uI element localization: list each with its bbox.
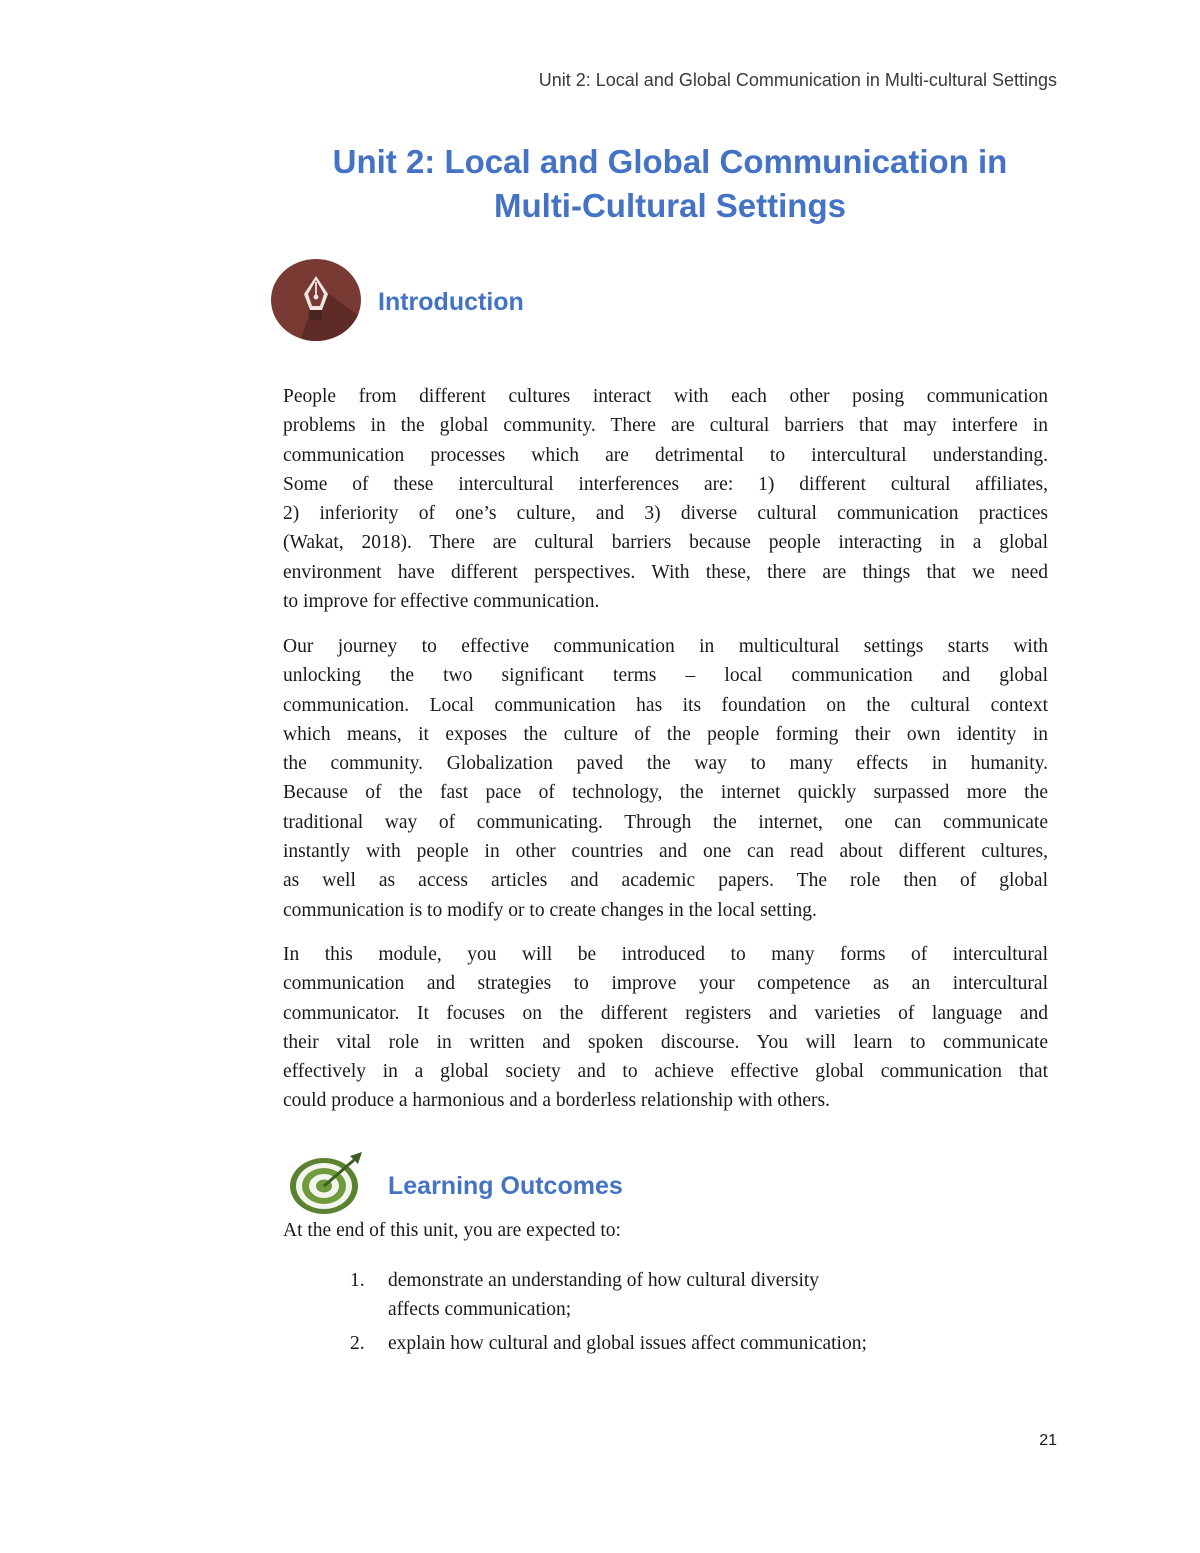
learning-outcomes-lead: At the end of this unit, you are expected to:	[283, 1220, 621, 1241]
list-item-text: explain how cultural and global issues affect communication;	[388, 1332, 867, 1354]
page-title	[240, 140, 1100, 228]
paragraph-line: communication. Local communication has its foundation on the cultural context	[283, 694, 1048, 716]
paragraph-line: to improve for effective communication.	[283, 591, 600, 613]
introduction-heading: Introduction	[378, 288, 524, 316]
paragraph-line: their vital role in written and spoken discourse. You will learn to communicate	[283, 1031, 1048, 1053]
paragraph-line: People from different cultures interact with each other posing communication	[283, 386, 1048, 407]
paragraph-line: communication processes which are detrimental to intercultural understanding.	[283, 444, 1048, 466]
target-icon	[288, 1150, 364, 1216]
running-header: Unit 2: Local and Global Communication in Multi-cultural Settings	[538, 70, 1057, 90]
paragraph-line: the community. Globalization paved the way to many effects in humanity.	[283, 753, 1048, 775]
paragraph-line: instantly with people in other countries and one can read about different cultures,	[283, 841, 1048, 863]
paragraph-line: problems in the global community. There are cultural barriers that may interfere in	[283, 415, 1048, 437]
page-title-line-1: Unit 2: Local and Global Communication in	[332, 143, 1008, 180]
paragraph-line: as well as access articles and academic papers. The role then of global	[283, 870, 1048, 892]
paragraph-line: environment have different perspectives. With these, there are things that we need	[283, 561, 1048, 583]
paragraph-line: 2) inferiority of one’s culture, and 3) diverse cultural communication practices	[283, 503, 1048, 525]
learning-outcomes-heading: Learning Outcomes	[388, 1172, 623, 1200]
introduction-paragraph-1	[283, 382, 1048, 616]
paragraph-line: communication is to modify or to create changes in the local setting.	[283, 899, 817, 921]
introduction-paragraph-3	[283, 940, 1048, 1116]
paragraph-line: (Wakat, 2018). There are cultural barriers because people interacting in a global	[283, 532, 1048, 554]
fountain-pen-nib-icon	[270, 258, 362, 342]
paragraph-line: unlocking the two significant terms – local communication and global	[283, 665, 1048, 687]
list-item	[350, 1329, 990, 1358]
paragraph-line: communicator. It focuses on the different registers and varieties of language and	[283, 1002, 1048, 1024]
page-number: 21	[1039, 1432, 1057, 1449]
list-item-number: 2.	[350, 1332, 365, 1354]
introduction-paragraph-2	[283, 632, 1048, 925]
paragraph-line: which means, it exposes the culture of the people forming their own identity in	[283, 723, 1048, 745]
list-item	[350, 1266, 990, 1325]
paragraph-line: effectively in a global society and to achieve effective global communication that	[283, 1061, 1048, 1083]
paragraph-line: In this module, you will be introduced to many forms of intercultural	[283, 944, 1048, 965]
paragraph-line: Some of these intercultural interferences are: 1) different cultural affiliates,	[283, 473, 1048, 495]
learning-outcomes-list	[350, 1266, 990, 1362]
paragraph-line: could produce a harmonious and a borderless relationship with others.	[283, 1090, 830, 1112]
paragraph-line: Our journey to effective communication in multicultural settings starts with	[283, 636, 1048, 657]
paragraph-line: Because of the fast pace of technology, the internet quickly surpassed more the	[283, 782, 1048, 804]
page-title-line-2: Multi-Cultural Settings	[494, 187, 846, 224]
list-item-text: demonstrate an understanding of how cultural diversity	[388, 1270, 820, 1291]
list-item-text: affects communication;	[388, 1299, 572, 1321]
paragraph-line: traditional way of communicating. Through the internet, one can communicate	[283, 811, 1048, 833]
list-item-number: 1.	[350, 1270, 365, 1291]
paragraph-line: communication and strategies to improve your competence as an intercultural	[283, 973, 1048, 995]
